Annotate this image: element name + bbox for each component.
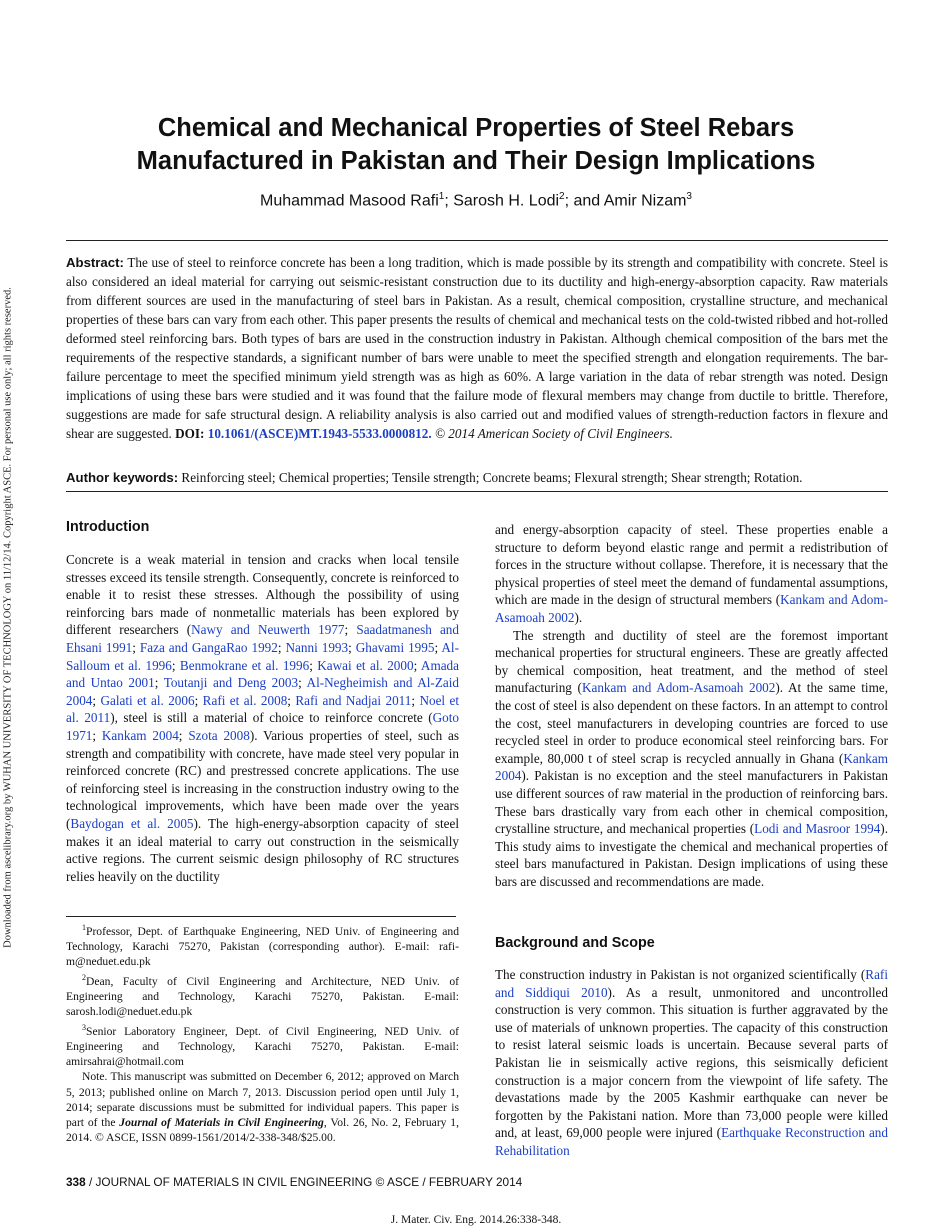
right-paragraph-2 [495,627,888,891]
footnote-1 [66,920,459,970]
intro-text-2: ), steel is still a material of choice to reinforce concrete ( [110,710,433,726]
ref-link[interactable]: Kankam and Adom-Asamoah 2002 [581,680,776,696]
author-keywords [66,468,888,487]
abstract-bottom-rule [66,491,888,492]
right-text-6: ). This study aims to investigate the chemical and mechanical properties of steel bars manufactured in Pakistan. Design implications of using these bars are discussed and recommendations are made. [495,821,888,889]
keywords-label: Author keywords: [66,470,179,485]
author-2-sup: 2 [559,191,565,202]
ref-link[interactable]: Faza and GangaRao 1992 [139,639,278,655]
footnote-1-text: Professor, Dept. of Earthquake Engineering, NED Univ. of Engineering and Technology, Karachi 75270, Pakistan (corresponding author). E-mail: rafi-m@neduet.edu.pk [66,924,459,969]
note-text-1: Note. This manuscript was submitted on December 6, 2012; approved on March 5, 2013; published online on March 7, 2013. Discussion period open until July 1, 2014; separate discussions must be submitted for individual papers. This paper is part of the [66,1070,459,1130]
author-2: ; Sarosh H. Lodi [444,192,560,210]
right-text-2: ). [574,609,583,625]
doi-link[interactable]: 10.1061/(ASCE)MT.1943-5533.0000812. [207,426,432,441]
background-column [495,966,888,1160]
ref-link[interactable]: Benmokrane et al. 1996 [179,657,310,673]
author-list [60,191,892,210]
intro-text-3: ). Various properties of steel, such as strength and compatibility with concrete, have made steel very popular in reinforced concrete (RC) and prestressed concrete applications. The use of reinforcing steel is increasing in the construction industry owing to the technological improvements, which have been made over the years ( [66,727,459,831]
ref-link[interactable]: Earthquake Reconstruction and Rehabilitation [495,1125,888,1158]
ref-link[interactable]: Al-Negheimish and Al-Zaid 2004 [66,675,459,708]
ref-link[interactable]: Al-Salloum et al. 1996 [66,639,459,673]
ref-link[interactable]: Szota 2008 [188,727,250,743]
article-title [60,112,892,178]
intro-text-1: Concrete is a weak material in tension and cracks when local tensile stresses exceed its tensile strength. Consequently, concrete is reinforced to enable it to resist these stresses. Although the possibility of using reinforcing bars made of nonmetallic materials has been explored by different researchers ( [66,552,459,638]
footnotes [66,920,459,1146]
ref-link[interactable]: Rafi and Nadjai 2011 [295,692,412,708]
intro-text-4: ). The high-energy-absorption capacity of steel makes it an ideal material to carry out construction in the seismically active regions. The current seismic design philosophy of RC structures relies heavily on the ductility [66,815,459,884]
ref-link[interactable]: Nawy and Neuwerth 1977 [191,622,345,638]
intro-column [66,551,459,885]
ref-link[interactable]: Rafi and Siddiqui 2010 [495,967,888,1000]
ref-link[interactable]: Kankam and Adom-Asamoah 2002 [495,592,888,625]
abstract-text: The use of steel to reinforce concrete has been a long tradition, which is made possible by its strength and compatibility with concrete. Steel is also considered an ideal material for carrying out seismic-resistant construction due to its ductility and high-energy-absorption capacity. Raw materials from different sources are used in the manufacturing of steel bars in Pakistan. As a result, chemical composition, crystalline structure, and mechanical properties of these bars can vary from each other. This paper presents the results of chemical and mechanical tests on the cold-twisted ribbed and hot-rolled deformed steel reinforcing bars. Both types of bars are used in the construction industry in Pakistan. Although chemical composition of the bars met the requirements of the respective standards, a significant number of bars were unable to meet the specified strength and elongation requirements. The bar-failure percentage to meet the specified minimum yield strength was as high as 60%. A large variation in the data of rebar strength was noted. Design implications of using these bars were studied and it was found that the failure mode of flexural members may change from ductile to brittle. Therefore, suggestions are made for safe structural design. A reliability analysis is also carried out and modified values of strength-reduction factors in flexure and shear are suggested. [66,255,888,441]
doi-label: DOI: [175,426,205,441]
ref-link[interactable]: Amada and Untao 2001 [66,657,460,691]
author-1-sup: 1 [438,191,445,202]
abstract [66,253,888,443]
abstract-label: Abstract: [66,255,124,270]
right-column [495,521,888,890]
ref-link[interactable]: Kankam 2004 [495,750,888,784]
citation-line: J. Mater. Civ. Eng. 2014.26:338-348. [390,1214,562,1226]
download-notice: Downloaded from ascelibrary.org by WUHAN UNIVERSITY OF TECHNOLOGY on 11/12/14. Copyright ASCE. For personal use only; all rights reserved. [2,287,14,948]
ref-link[interactable]: Baydogan et al. 2005 [70,815,194,831]
journal-footer: / JOURNAL OF MATERIALS IN CIVIL ENGINEERING © ASCE / FEBRUARY 2014 [85,1175,523,1189]
footnote-2-text: Dean, Faculty of Civil Engineering and Architecture, NED Univ. of Engineering and Technology, Karachi 75270, Pakistan. E-mail: sarosh.lodi@neduet.edu.pk [66,974,459,1019]
manuscript-note [66,1069,459,1145]
ref-link[interactable]: Noel et al. 2011 [66,692,460,726]
page-footer [66,1175,522,1189]
heading-introduction: Introduction [66,519,150,535]
footnote-rule [66,916,456,917]
ref-link[interactable]: Kankam 2004 [101,727,179,743]
title-line-2: Manufactured in Pakistan and Their Design Implications [136,147,816,175]
right-text-1: and energy-absorption capacity of steel. These properties enable a structure to deform beyond elastic range and permit a redistribution of forces in the structure without collapse. Therefore, it is necessary that the physical properties of steel meet the demand of fundamental assumptions, which are made in the design of structural members ( [495,522,888,608]
footnote-3 [66,1020,459,1070]
footnote-1-num: 1 [82,923,86,932]
abstract-top-rule [66,240,888,241]
keywords-text: Reinforcing steel; Chemical properties; Tensile strength; Concrete beams; Flexural strength; Shear strength; Rotation. [178,470,803,485]
page-number: 338 [66,1175,86,1189]
author-3-sup: 3 [686,191,692,202]
right-text-4: ). At the same time, the cost of steel is also dependent on these factors. In an attempt to control the cost, steel manufacturers in developing countries are forced to use recycled steel in order to produce economical steel reinforcing bars. For example, 80,000 t of steel scrap is recycled annually in Ghana ( [495,680,889,766]
ref-link[interactable]: Kawai et al. 2000 [317,657,414,673]
ref-link[interactable]: Goto 1971 [66,710,460,743]
author-3: ; and Amir Nizam [564,192,687,210]
ref-link[interactable]: Galati et al. 2006 [100,692,195,708]
background-paragraph [495,966,888,1160]
ref-link[interactable]: Nanni 1993 [285,639,349,655]
bg-text-1: The construction industry in Pakistan is not organized scientifically ( [495,967,866,982]
footnote-3-num: 3 [82,1022,86,1032]
title-line-1: Chemical and Mechanical Properties of Steel Rebars [157,114,795,142]
note-text-2: , Vol. 26, No. 2, February 1, 2014. © ASCE, ISSN 0899-1561/2014/2-338-348/$25.00. [66,1116,459,1145]
right-text-3: The strength and ductility of steel are the foremost important mechanical properties for structural engineers. These are greatly affected by chemical composition, heat treatment, and the method of steel manufacturing ( [495,627,888,696]
author-1: Muhammad Masood Rafi [260,192,439,210]
ref-link[interactable]: Rafi et al. 2008 [202,692,288,708]
footnote-2 [66,970,459,1020]
ref-link[interactable]: Ghavami 1995 [355,639,435,655]
footnote-3-text: Senior Laboratory Engineer, Dept. of Civil Engineering, NED Univ. of Engineering and Technology, Karachi 75270, Pakistan. E-mail: amirsahrai@hotmail.com [66,1024,459,1068]
bg-text-2: ). As a result, unmonitored and uncontrolled construction is very common. This situation is further aggravated by the use of materials of unknown properties. The capacity of this construction to resist lateral seismic loads is uncertain. Because several parts of Pakistan lie in seismically active regions, this seismically deficient construction is a major concern from the viewpoint of life safety. The devastations made by the 2005 Kashmir earthquake can never be forgotten by the Pakistani nation. More than 73,000 people were killed and, at least, 69,000 people were injured ( [495,984,888,1141]
footnote-2-num: 2 [82,972,86,982]
right-text-5: ). Pakistan is no exception and the steel manufacturers in Pakistan use different sources of raw material in the production of reinforcing bars. These bars drastically vary from each other in chemical composition, crystalline structure, and mechanical properties ( [495,768,888,837]
journal-name: Journal of Materials in Civil Engineering [119,1116,324,1130]
ref-link[interactable]: Lodi and Masroor 1994 [754,821,881,837]
right-paragraph-1 [495,521,888,627]
heading-background-scope: Background and Scope [495,935,655,951]
ref-link[interactable]: Saadatmanesh and Ehsani 1991 [66,622,459,655]
ref-link[interactable]: Toutanji and Deng 2003 [163,675,299,691]
intro-paragraph: Concrete is a weak material in tension and cracks when local tensile stresses exceed its tensile strength. Consequently, concrete is reinforced to enable it to resist these stresses. Although the possibility of using reinforcing bars made of nonmetallic materials has been explored by different researchers (Nawy and Neuwerth 1977; Saadatmanesh and Ehsani 1991; Faza and GangaRao 1992; Nanni 1993; Ghavami 1995; Al-Salloum et al. 1996; Benmokrane et al. 1996; Kawai et al. 2000; Amada and Untao 2001; Toutanji and Deng 2003; Al-Negheimish and Al-Zaid 2004; Galati et al. 2006; Rafi et al. 2008; Rafi and Nadjai 2011; Noel et al. 2011), steel is still a material of choice to reinforce concrete (Goto 1971; Kankam 2004; Szota 2008). Various properties of steel, such as strength and compatibility with concrete, have made steel very popular in reinforced concrete (RC) and prestressed concrete applications. The use of reinforcing steel is increasing in the construction industry owing to the technological improvements, which have been made over the years (Baydogan et al. 2005). The high-energy-absorption capacity of steel makes it an ideal material to carry out construction in the seismically active regions. The current seismic design philosophy of RC structures relies heavily on the ductility [66,552,460,884]
copyright: © 2014 American Society of Civil Engineers. [434,426,673,441]
